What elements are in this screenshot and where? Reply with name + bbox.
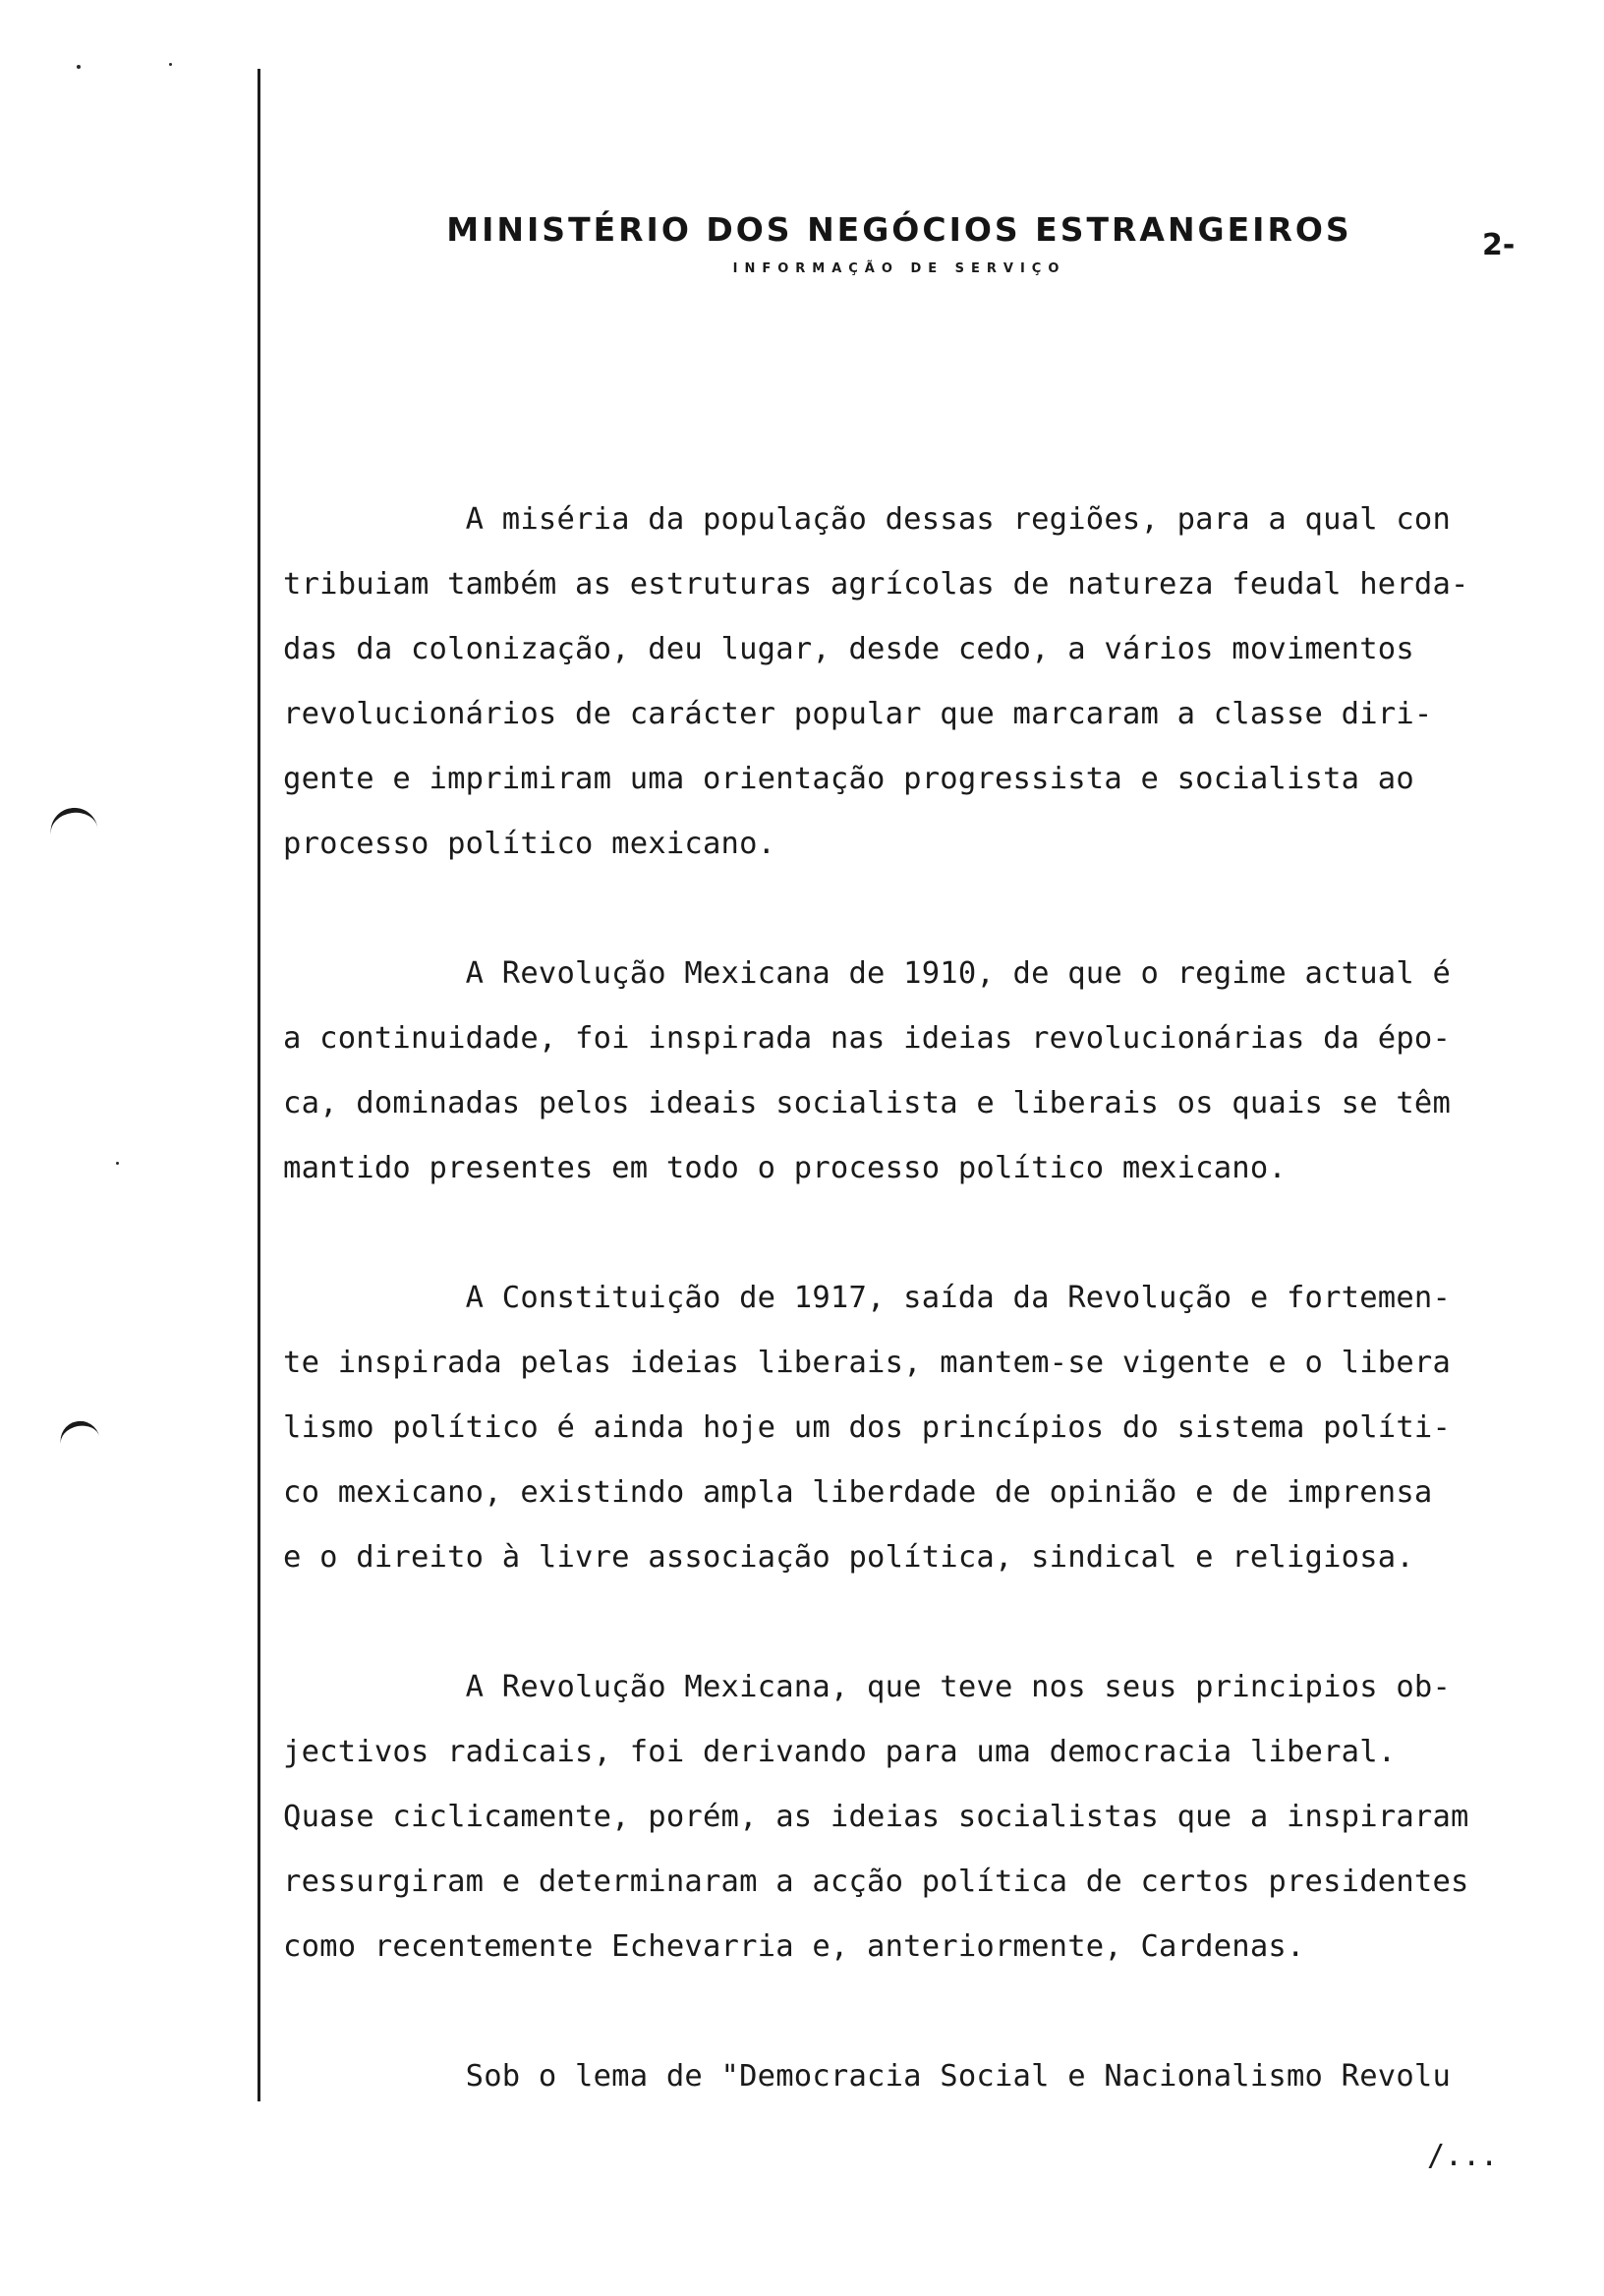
scan-speck [77,65,81,69]
text-line: A miséria da população dessas regiões, para a qual con [283,502,1452,537]
continuation-mark: /... [1427,2139,1499,2173]
text-line: gente e imprimiram uma orientação progressista e socialista ao [283,762,1414,796]
page-number: 2- [1482,228,1516,262]
ministry-title: MINISTÉRIO DOS NEGÓCIOS ESTRANGEIROS [446,210,1352,249]
text-line: mantido presentes em todo o processo político mexicano. [283,1151,1287,1185]
text-line: e o direito à livre associação política, sindical e religiosa. [283,1540,1414,1575]
text-line: Sob o lema de "Democracia Social e Nacionalismo Revolu [283,2059,1452,2094]
text-line: ressurgiram e determinaram a acção política de certos presidentes [283,1865,1469,1899]
text-line: tribuiam também as estruturas agrícolas de natureza feudal herda- [283,567,1469,602]
text-line: lismo político é ainda hoje um dos princípios do sistema políti- [283,1410,1452,1445]
text-line: a continuidade, foi inspirada nas ideias revolucionárias da épo- [283,1021,1452,1056]
text-line: jectivos radicais, foi derivando para uma democracia liberal. [283,1735,1397,1769]
punch-hole-mark [47,805,97,835]
text-line: processo político mexicano. [283,827,776,861]
text-line: Quase ciclicamente, porém, as ideias socialistas que a inspiraram [283,1800,1469,1834]
margin-rule [258,69,260,2101]
text-line: A Revolução Mexicana de 1910, de que o regime actual é [283,956,1452,991]
scan-speck [116,1162,119,1165]
text-line: A Revolução Mexicana, que teve nos seus principios ob- [283,1670,1452,1704]
text-line: revolucionários de carácter popular que marcaram a classe diri- [283,697,1433,731]
text-line: A Constituição de 1917, saída da Revolução e fortemen- [283,1281,1452,1315]
text-line: como recentemente Echevarria e, anteriormente, Cardenas. [283,1929,1305,1964]
text-line: ca, dominadas pelos ideais socialista e liberais os quais se têm [283,1086,1452,1120]
punch-hole-mark [57,1417,100,1450]
scan-speck [169,63,172,66]
text-line: das da colonização, deu lugar, desde cedo, a vários movimentos [283,632,1414,666]
text-line: te inspirada pelas ideias liberais, mantem-se vigente e o libera [283,1346,1452,1380]
text-line: co mexicano, existindo ampla liberdade de opinião e de imprensa [283,1475,1433,1510]
service-subtitle: INFORMAÇÃO DE SERVIÇO [732,261,1066,276]
